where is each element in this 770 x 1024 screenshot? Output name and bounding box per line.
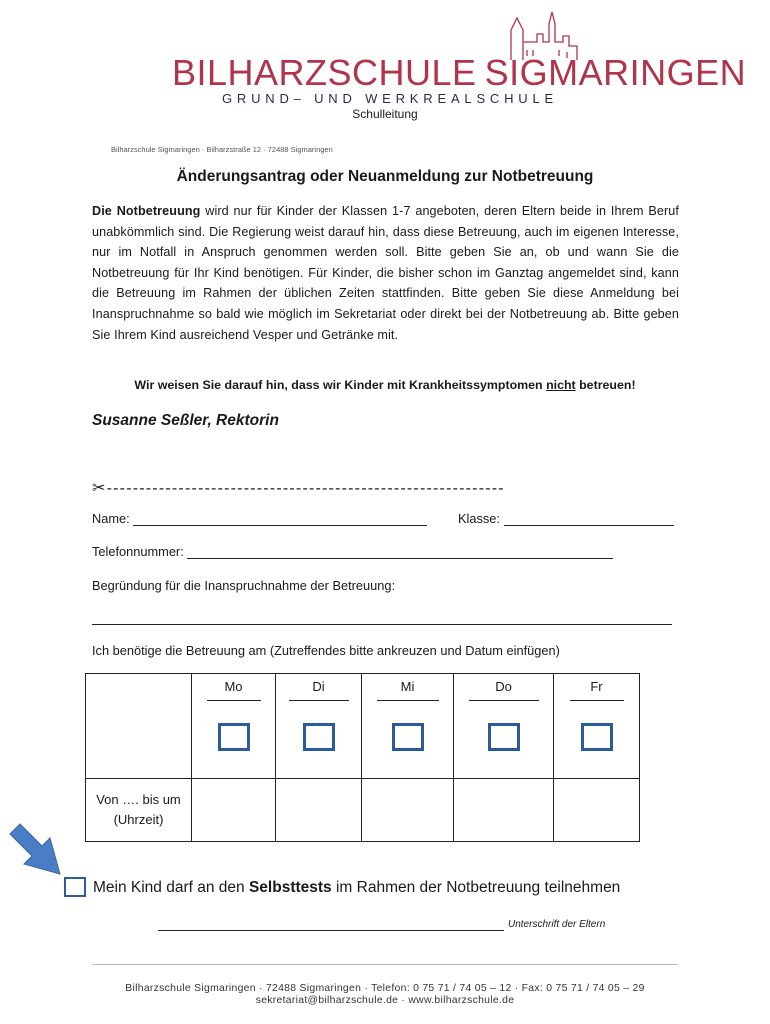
checkbox-mi[interactable] (392, 723, 424, 751)
school-name-part-1: BILHARZSCHULE (172, 52, 477, 93)
intro-lead: Die Notbetreuung (92, 204, 201, 218)
warning-notice (0, 378, 770, 392)
day-cell-do (454, 674, 554, 779)
phone-label: Telefonnummer: (92, 544, 188, 559)
selftest-statement (93, 879, 620, 897)
day-cell-fr (554, 674, 640, 779)
school-name-part-2: SIGMARINGEN (484, 52, 747, 93)
warning-after: betreuen! (575, 378, 636, 392)
checkbox-di[interactable] (303, 723, 335, 751)
date-line-mi[interactable] (377, 700, 439, 701)
warning-underlined: nicht (546, 378, 576, 392)
date-line-do[interactable] (469, 700, 539, 701)
day-cell-mi (362, 674, 454, 779)
time-label-2: (Uhrzeit) (113, 812, 164, 827)
signature-line[interactable] (158, 930, 504, 931)
day-label-mi: Mi (400, 679, 415, 694)
name-field[interactable] (92, 511, 427, 526)
selftest-checkbox[interactable] (64, 877, 86, 897)
phone-line[interactable] (187, 544, 613, 559)
selftest-before: Mein Kind darf an den (93, 879, 249, 896)
date-line-di[interactable] (289, 700, 349, 701)
name-label: Name: (92, 511, 134, 526)
time-cell-mo[interactable] (192, 779, 276, 842)
checkbox-mo[interactable] (218, 723, 250, 751)
department-label: Schulleitung (352, 107, 418, 121)
time-label-1: Von …. bis um (96, 792, 181, 807)
phone-field[interactable] (92, 544, 613, 559)
selftest-after: im Rahmen der Notbetreuung teilnehmen (331, 879, 621, 896)
sender-address: Bilharzschule Sigmaringen · Bilharzstraße 12 · 72488 Sigmaringen (111, 145, 333, 154)
footer-divider (92, 964, 678, 965)
checkbox-do[interactable] (488, 723, 520, 751)
warning-before: Wir weisen Sie darauf hin, dass wir Kinder mit Krankheitssymptomen (134, 378, 547, 392)
selftest-bold: Selbsttests (248, 879, 332, 896)
intro-paragraph (92, 201, 679, 345)
time-cell-fr[interactable] (554, 779, 640, 842)
school-name (172, 52, 747, 94)
cut-line: ✂------------------------------------------------------------- (92, 480, 505, 497)
signature-label: Unterschrift der Eltern (508, 919, 606, 930)
date-line-mo[interactable] (207, 700, 261, 701)
footer-line-2: sekretariat@bilharzschule.de · www.bilharzschule.de (255, 995, 515, 1006)
date-line-fr[interactable] (570, 700, 624, 701)
day-label-do: Do (495, 679, 512, 694)
class-label: Klasse: (458, 511, 504, 526)
reason-label: Begründung für die Inanspruchnahme der Betreuung: (92, 578, 396, 593)
time-cell-do[interactable] (454, 779, 554, 842)
class-field[interactable] (458, 511, 674, 526)
signer-name: Susanne Seßler, Rektorin (92, 412, 279, 429)
reason-line[interactable] (92, 624, 672, 625)
time-label-cell (86, 779, 192, 842)
arrow-down-right-icon (6, 822, 64, 878)
day-label-fr: Fr (590, 679, 603, 694)
class-line[interactable] (504, 511, 674, 526)
intro-text: wird nur für Kinder der Klassen 1-7 angeboten, deren Eltern beide in Ihrem Beruf unabkömmlich sind. Die Regierung weist darauf hin, dass diese Betreuung, auch im eigenen Interesse, nur im Notfall in Anspruch genommen werden soll. Bitte geben Sie an, ob und wann Sie die Notbetreuung für Ihr Kind benötigen. Für Kinder, die bisher schon im Ganztag angemeldet sind, kann die Betreuung im Rahmen der üblichen Zeiten stattfinden. Bitte geben Sie diese Anmeldung bei Inanspruchnahme so bald wie möglich im Sekretariat oder direkt bei der Notbetreuung ab. Bitte geben Sie Ihrem Kind ausreichend Vesper und Getränke mit. (92, 204, 680, 342)
empty-corner-cell (86, 674, 192, 779)
day-label-di: Di (312, 679, 325, 694)
day-label-mo: Mo (224, 679, 243, 694)
name-line[interactable] (133, 511, 427, 526)
checkbox-fr[interactable] (581, 723, 613, 751)
day-cell-di (276, 674, 362, 779)
footer-line-1: Bilharzschule Sigmaringen · 72488 Sigmaringen · Telefon: 0 75 71 / 74 05 – 12 · Fax: 0 75 71 / 74 05 – 29 (125, 983, 645, 994)
time-cell-di[interactable] (276, 779, 362, 842)
weekday-table (85, 673, 640, 842)
document-title: Änderungsantrag oder Neuanmeldung zur Notbetreuung (176, 168, 594, 185)
time-cell-mi[interactable] (362, 779, 454, 842)
school-subtitle: GRUND– UND WERKREALSCHULE (222, 91, 558, 106)
day-cell-mo (192, 674, 276, 779)
days-prompt: Ich benötige die Betreuung am (Zutreffendes bitte ankreuzen und Datum einfügen) (92, 643, 560, 658)
